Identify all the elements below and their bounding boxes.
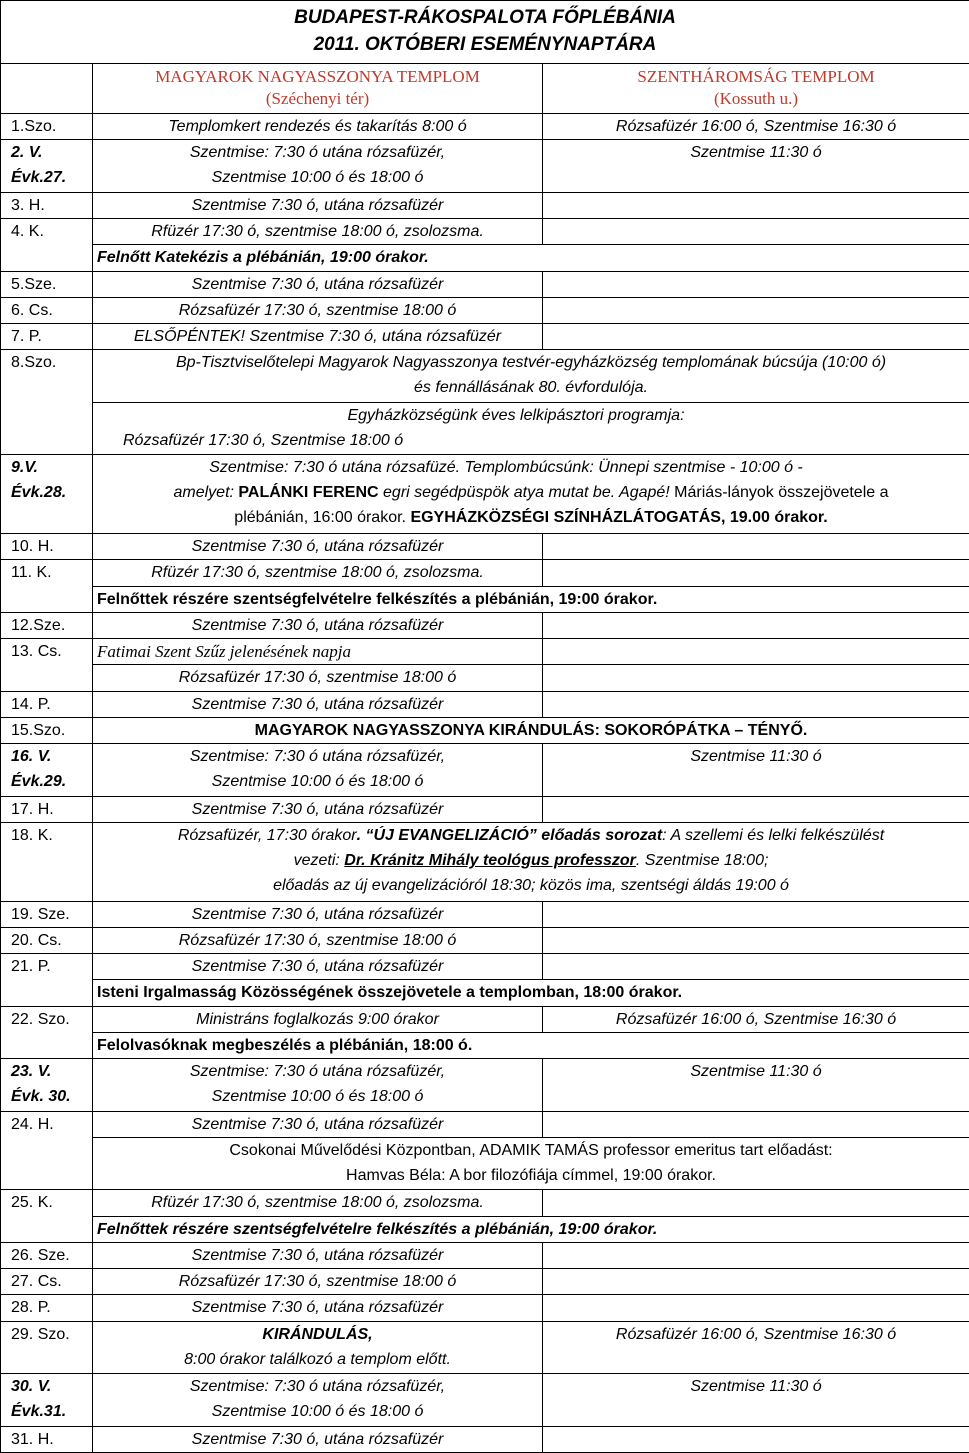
right-church-cell: Rózsafüzér 16:00 ó, Szentmise 16:30 ó (543, 1321, 969, 1374)
left-church-cell: Templomkert rendezés és takarítás 8:00 ó (93, 114, 543, 140)
title-line-1: BUDAPEST-RÁKOSPALOTA FŐPLÉBÁNIA (294, 7, 676, 28)
event-note (93, 350, 969, 403)
cell-line: Szentmise: 7:30 ó utána rózsafüzér, (189, 1063, 446, 1081)
event-note: Felnőtt Katekézis a plébánián, 19:00 órakor. (93, 245, 969, 271)
right-church-cell (543, 612, 969, 638)
table-row (1, 1374, 969, 1427)
date-cell: 14. P. (1, 691, 93, 717)
date-cell: 6. Cs. (1, 297, 93, 323)
text-segment: EGYHÁZKÖZSÉGI SZÍNHÁZLÁTOGATÁS, 19.00 órakor. (410, 509, 828, 527)
date-cell: 29. Szo. (1, 1321, 93, 1374)
table-row (1, 1059, 969, 1112)
event-note (93, 402, 969, 455)
table-row (1, 1426, 969, 1452)
table-row (1, 1242, 969, 1268)
left-church-cell: Szentmise 7:30 ó, utána rózsafüzér (93, 192, 543, 218)
cell-line: Hamvas Béla: A bor filozófiája címmel, 19:00 órakor. (346, 1166, 716, 1184)
date-cell: 8.Szo. (1, 350, 93, 455)
left-church-header (93, 63, 543, 113)
event-note: Felolvasóknak megbeszélés a plébánián, 18:00 ó. (93, 1032, 969, 1058)
left-church-cell: Rózsafüzér 17:30 ó, szentmise 18:00 ó (93, 665, 543, 691)
date-cell: 21. P. (1, 954, 93, 1007)
left-church-place: (Széchenyi tér) (265, 88, 370, 108)
table-row (1, 980, 969, 1006)
table-row (1, 534, 969, 560)
text-segment: Rózsafüzér, 17:30 órakor (177, 826, 357, 844)
table-row (1, 350, 969, 403)
right-church-cell (543, 1426, 969, 1452)
right-church-cell (543, 192, 969, 218)
table-row (1, 717, 969, 743)
date-cell: 13. Cs. (1, 639, 93, 692)
right-church-cell (543, 901, 969, 927)
date-week: Évk.31. (11, 1403, 67, 1421)
right-church-cell (543, 691, 969, 717)
left-church-cell: Szentmise 7:30 ó, utána rózsafüzér (93, 691, 543, 717)
right-church-cell (543, 324, 969, 350)
date-cell: 20. Cs. (1, 927, 93, 953)
date-cell: 5.Sze. (1, 271, 93, 297)
table-row (1, 140, 969, 193)
date-cell: 26. Sze. (1, 1242, 93, 1268)
left-church-cell: ELSŐPÉNTEK! Szentmise 7:30 ó, utána rózsafüzér (93, 324, 543, 350)
cell-line: Egyházközségünk éves lelkipásztori programja: (347, 406, 685, 424)
date-cell: 27. Cs. (1, 1269, 93, 1295)
date-cell: 12.Sze. (1, 612, 93, 638)
right-church-cell: Szentmise 11:30 ó (543, 1059, 969, 1112)
cell-line: KIRÁNDULÁS, (262, 1325, 373, 1343)
table-row (1, 245, 969, 271)
event-note: Felnőttek részére szentségfelvételre felkészítés a plébánián, 19:00 órakor. (93, 586, 969, 612)
right-church-cell (543, 665, 969, 691)
cell-line: Csokonai Művelődési Központban, ADAMIK TAMÁS professor emeritus tart előadást: (229, 1141, 833, 1159)
right-church-cell (543, 534, 969, 560)
right-church-cell (543, 560, 969, 586)
date-cell: 28. P. (1, 1295, 93, 1321)
left-church-cell: Rfüzér 17:30 ó, szentmise 18:00 ó, zsolozsma. (93, 560, 543, 586)
column-header-row (1, 63, 969, 113)
right-church-cell (543, 1111, 969, 1137)
left-church-cell: Szentmise 7:30 ó, utána rózsafüzér (93, 954, 543, 980)
table-row (1, 324, 969, 350)
right-church-name: SZENTHÁROMSÁG TEMPLOM (637, 66, 875, 86)
right-church-cell (543, 219, 969, 245)
cell-line: Szentmise: 7:30 ó utána rózsafüzé. Templombúcsúnk: Ünnepi szentmise - 10:00 ó - (209, 459, 803, 477)
date-cell (1, 1059, 93, 1112)
event-note: Felnőttek részére szentségfelvételre felkészítés a plébánián, 19:00 órakor. (93, 1216, 969, 1242)
right-church-cell: Szentmise 11:30 ó (543, 744, 969, 797)
table-row (1, 1321, 969, 1374)
right-church-cell (543, 1242, 969, 1268)
date-cell: 15.Szo. (1, 717, 93, 743)
right-church-cell (543, 1295, 969, 1321)
left-church-cell: Szentmise 7:30 ó, utána rózsafüzér (93, 1426, 543, 1452)
right-church-cell (543, 796, 969, 822)
date-cell: 4. K. (1, 219, 93, 272)
cell-line: Rózsafüzér 17:30 ó, Szentmise 18:00 ó (123, 431, 404, 449)
date-day: 9.V. (11, 459, 38, 477)
cell-line: Szentmise 10:00 ó és 18:00 ó (211, 1088, 424, 1106)
right-church-cell (543, 927, 969, 953)
date-week: Évk.28. (11, 484, 67, 502)
event-note (93, 822, 969, 901)
table-row (1, 1190, 969, 1216)
date-cell: 10. H. (1, 534, 93, 560)
left-church-cell: Rózsafüzér 17:30 ó, szentmise 18:00 ó (93, 297, 543, 323)
table-row (1, 796, 969, 822)
text-segment: egri segédpüspök atya mutat be. Agapé! (378, 484, 670, 502)
right-church-cell (543, 639, 969, 665)
right-church-place: (Kossuth u.) (713, 88, 799, 108)
table-row (1, 455, 969, 534)
date-cell: 3. H. (1, 192, 93, 218)
title-line-2: 2011. OKTÓBERI ESEMÉNYNAPTÁRA (313, 34, 657, 55)
date-day: 30. V. (11, 1378, 52, 1396)
table-row (1, 1032, 969, 1058)
left-church-cell: Ministráns foglalkozás 9:00 órakor (93, 1006, 543, 1032)
cell-line (97, 480, 965, 505)
right-church-cell (543, 1190, 969, 1216)
cell-line: Szentmise: 7:30 ó utána rózsafüzér, (189, 748, 446, 766)
left-church-cell: Szentmise 7:30 ó, utána rózsafüzér (93, 796, 543, 822)
date-day: 2. V. (11, 144, 43, 162)
left-church-cell: Szentmise 7:30 ó, utána rózsafüzér (93, 534, 543, 560)
date-week: Évk.29. (11, 773, 67, 791)
right-church-cell: Szentmise 11:30 ó (543, 1374, 969, 1427)
date-column-header (1, 63, 93, 113)
table-row (1, 402, 969, 455)
table-row (1, 1111, 969, 1137)
table-row (1, 927, 969, 953)
right-church-cell: Rózsafüzér 16:00 ó, Szentmise 16:30 ó (543, 1006, 969, 1032)
event-note (93, 455, 969, 534)
left-church-cell (93, 140, 543, 193)
left-church-cell: Rfüzér 17:30 ó, szentmise 18:00 ó, zsolozsma. (93, 1190, 543, 1216)
cell-line: 8:00 órakor találkozó a templom előtt. (184, 1350, 451, 1368)
table-row (1, 1216, 969, 1242)
table-row (1, 1137, 969, 1190)
table-row (1, 954, 969, 980)
date-cell: 7. P. (1, 324, 93, 350)
date-cell: 25. K. (1, 1190, 93, 1243)
left-church-cell: Szentmise 7:30 ó, utána rózsafüzér (93, 1242, 543, 1268)
table-row (1, 586, 969, 612)
right-church-cell: Rózsafüzér 16:00 ó, Szentmise 16:30 ó (543, 114, 969, 140)
left-church-cell: Szentmise 7:30 ó, utána rózsafüzér (93, 1111, 543, 1137)
date-day: 16. V. (11, 748, 52, 766)
left-church-cell: Szentmise 7:30 ó, utána rózsafüzér (93, 271, 543, 297)
table-row (1, 691, 969, 717)
date-cell: 24. H. (1, 1111, 93, 1190)
text-segment: amelyet: (173, 484, 239, 502)
cell-line: Bp-Tisztviselőtelepi Magyarok Nagyasszonya testvér-egyházközség templomának búcsúja (10:00 ó) (175, 354, 887, 372)
date-cell: 31. H. (1, 1426, 93, 1452)
left-church-cell: Szentmise 7:30 ó, utána rózsafüzér (93, 612, 543, 638)
event-note: MAGYAROK NAGYASSZONYA KIRÁNDULÁS: SOKORÓPÁTKA – TÉNYŐ. (93, 717, 969, 743)
lecture-series-title: . “ÚJ EVANGELIZÁCIÓ” előadás sorozat (356, 826, 663, 844)
left-church-cell (93, 1059, 543, 1112)
date-cell: 17. H. (1, 796, 93, 822)
left-church-cell: Szentmise 7:30 ó, utána rózsafüzér (93, 901, 543, 927)
left-church-cell: Rózsafüzér 17:30 ó, szentmise 18:00 ó (93, 1269, 543, 1295)
table-row (1, 192, 969, 218)
date-cell (1, 140, 93, 193)
feast-cell: Fatimai Szent Szűz jelenésének napja (93, 639, 543, 665)
left-church-name: MAGYAROK NAGYASSZONYA TEMPLOM (155, 66, 480, 86)
left-church-cell (93, 1321, 543, 1374)
date-day: 23. V. (11, 1063, 52, 1081)
lecturer-name: Dr. Kránitz Mihály teológus professzor (344, 851, 636, 869)
left-church-cell: Rfüzér 17:30 ó, szentmise 18:00 ó, zsolozsma. (93, 219, 543, 245)
left-church-cell: Szentmise 7:30 ó, utána rózsafüzér (93, 1295, 543, 1321)
text-segment: : A szellemi és lelki felkészülést (662, 826, 885, 844)
date-week: Évk.27. (11, 169, 67, 187)
left-church-cell (93, 744, 543, 797)
cell-line: Szentmise: 7:30 ó utána rózsafüzér, (189, 144, 446, 162)
date-cell (1, 744, 93, 797)
date-cell: 1.Szo. (1, 114, 93, 140)
table-row (1, 1006, 969, 1032)
table-row (1, 560, 969, 586)
right-church-cell (543, 954, 969, 980)
table-row (1, 639, 969, 665)
event-note (93, 1137, 969, 1190)
bishop-name: PALÁNKI FERENC (238, 484, 379, 502)
cell-line (97, 848, 965, 873)
document-title (1, 1, 969, 64)
right-church-cell (543, 271, 969, 297)
table-row (1, 114, 969, 140)
right-church-header (543, 63, 969, 113)
text-segment: Máriás-lányok összejövetele a (669, 484, 889, 502)
cell-line (97, 823, 965, 848)
date-cell: 22. Szo. (1, 1006, 93, 1059)
date-cell: 11. K. (1, 560, 93, 613)
event-note: Isteni Irgalmasság Közösségének összejövetele a templomban, 18:00 órakor. (93, 980, 969, 1006)
table-row (1, 612, 969, 638)
cell-line: és fennállásának 80. évfordulója. (414, 379, 648, 397)
table-row (1, 822, 969, 901)
table-row (1, 297, 969, 323)
text-segment: vezeti: (293, 851, 345, 869)
date-cell (1, 455, 93, 534)
right-church-cell (543, 297, 969, 323)
cell-line: Szentmise 10:00 ó és 18:00 ó (211, 169, 424, 187)
cell-line (97, 505, 965, 530)
date-cell (1, 1374, 93, 1427)
table-row (1, 665, 969, 691)
table-row (1, 219, 969, 245)
text-segment: plébánián, 16:00 órakor. (234, 509, 411, 527)
date-cell: 19. Sze. (1, 901, 93, 927)
table-row (1, 744, 969, 797)
title-row (1, 1, 969, 64)
text-segment: . Szentmise 18:00; (635, 851, 769, 869)
table-row (1, 1269, 969, 1295)
cell-line: Szentmise 10:00 ó és 18:00 ó (211, 773, 424, 791)
date-cell: 18. K. (1, 822, 93, 901)
cell-line: előadás az új evangelizációról 18:30; közös ima, szentségi áldás 19:00 ó (273, 876, 789, 894)
left-church-cell: Rózsafüzér 17:30 ó, szentmise 18:00 ó (93, 927, 543, 953)
cell-line: Szentmise 10:00 ó és 18:00 ó (211, 1403, 424, 1421)
left-church-cell (93, 1374, 543, 1427)
date-week: Évk. 30. (11, 1088, 71, 1106)
right-church-cell: Szentmise 11:30 ó (543, 140, 969, 193)
table-row (1, 901, 969, 927)
table-row (1, 1295, 969, 1321)
cell-line: Szentmise: 7:30 ó utána rózsafüzér, (189, 1378, 446, 1396)
table-row (1, 271, 969, 297)
right-church-cell (543, 1269, 969, 1295)
